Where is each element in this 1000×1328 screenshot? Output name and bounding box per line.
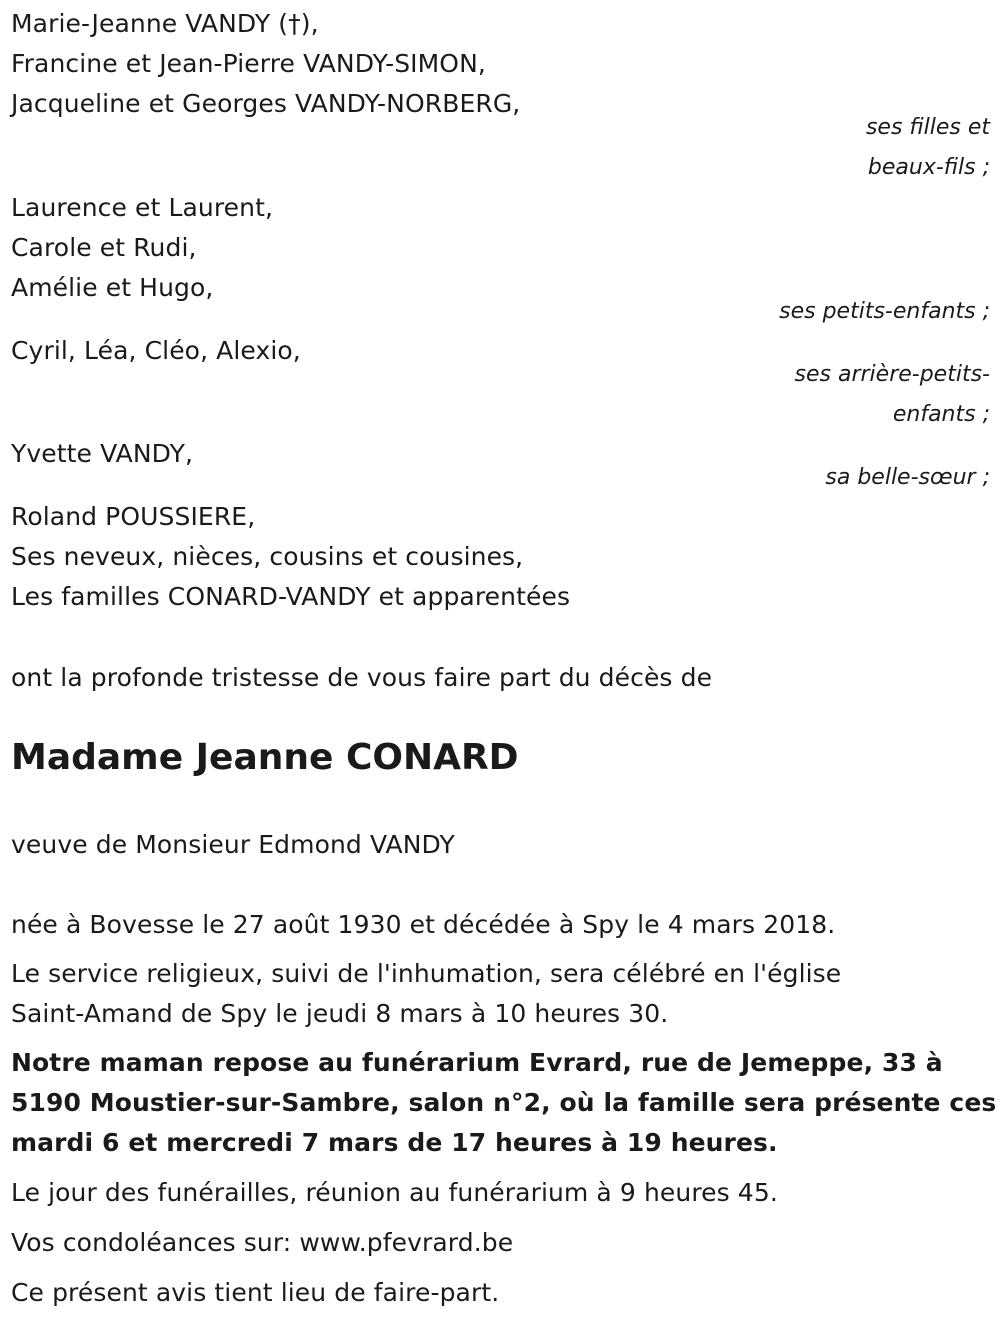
widow-of-text: veuve de Monsieur Edmond VANDY xyxy=(11,830,455,859)
grandchild-line-1: Laurence et Laurent, xyxy=(11,193,274,222)
grandchildren-relation: ses petits-enfants ; xyxy=(779,299,990,324)
other-family-line-1: Roland POUSSIERE, xyxy=(11,502,256,531)
daughters-relation-1: ses filles et xyxy=(865,115,990,140)
great-grandchildren-line: Cyril, Léa, Cléo, Alexio, xyxy=(11,336,301,365)
meeting-text: Le jour des funérailles, réunion au funérarium à 9 heures 45. xyxy=(11,1178,778,1207)
birth-death-text: née à Bovesse le 27 août 1930 et décédée à Spy le 4 mars 2018. xyxy=(11,910,836,939)
funerarium-line-1: Notre maman repose au funérarium Evrard, rue de Jemeppe, 33 à xyxy=(11,1048,943,1077)
grandchild-line-3: Amélie et Hugo, xyxy=(11,273,214,302)
announcement-text: ont la profonde tristesse de vous faire part du décès de xyxy=(11,663,713,692)
service-line-2: Saint-Amand de Spy le jeudi 8 mars à 10 heures 30. xyxy=(11,999,669,1028)
notice-text: Ce présent avis tient lieu de faire-part. xyxy=(11,1278,500,1307)
daughter-line-2: Francine et Jean-Pierre VANDY-SIMON, xyxy=(11,49,486,78)
other-family-line-3: Les familles CONARD-VANDY et apparentées xyxy=(11,582,571,611)
daughter-line-1: Marie-Jeanne VANDY (†), xyxy=(11,9,319,38)
grandchild-line-2: Carole et Rudi, xyxy=(11,233,197,262)
great-grandchildren-relation-2: enfants ; xyxy=(892,402,990,427)
sister-in-law-relation: sa belle-sœur ; xyxy=(825,465,990,490)
funerarium-line-3: mardi 6 et mercredi 7 mars de 17 heures à 19 heures. xyxy=(11,1128,778,1157)
other-family-line-2: Ses neveux, nièces, cousins et cousines, xyxy=(11,542,524,571)
daughters-relation-2: beaux-fils ; xyxy=(867,155,990,180)
daughter-line-3: Jacqueline et Georges VANDY-NORBERG, xyxy=(11,89,521,118)
condolences-text: Vos condoléances sur: www.pfevrard.be xyxy=(11,1228,514,1257)
sister-in-law-line: Yvette VANDY, xyxy=(11,439,194,468)
deceased-name: Madame Jeanne CONARD xyxy=(11,737,519,778)
funerarium-line-2: 5190 Moustier-sur-Sambre, salon n°2, où la famille sera présente ces xyxy=(11,1088,997,1117)
service-line-1: Le service religieux, suivi de l'inhumation, sera célébré en l'église xyxy=(11,959,842,988)
great-grandchildren-relation-1: ses arrière-petits- xyxy=(794,362,990,387)
